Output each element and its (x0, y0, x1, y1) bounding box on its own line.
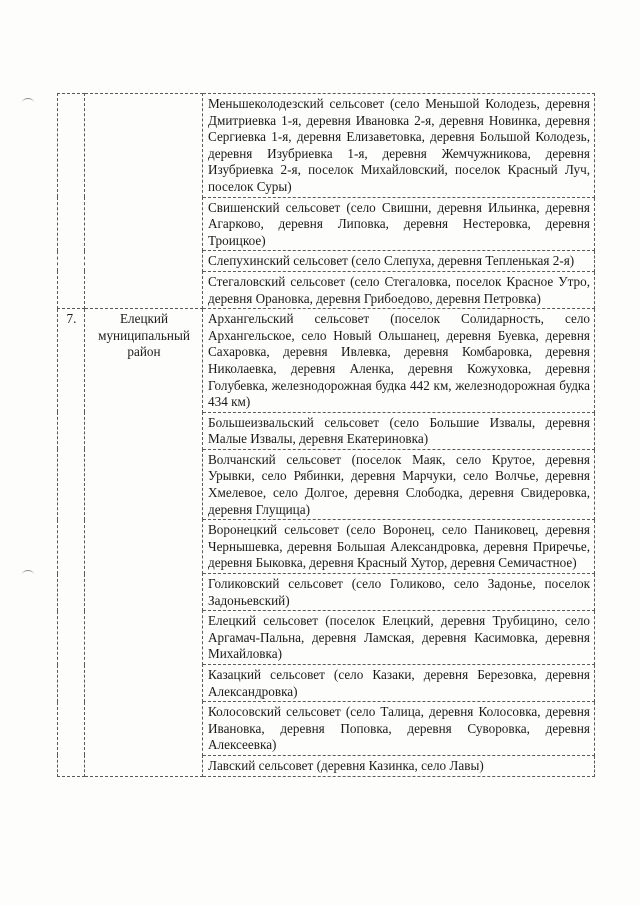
settlements-table (57, 93, 595, 777)
table-row (58, 309, 595, 413)
council-cell: Меньшеколодезский сельсовет (село Меньшой Колодезь, деревня Дмитриевка 1-я, деревня Ивановка 2-я, деревня Новинка, деревня Сергиевка 1-я, деревня Елизаветовка, деревня Большой Колодезь, деревня Изубриевка 1-я, деревня Жемчужникова, деревня Изубриевка 2-я, поселок Михайловский, поселок Красный Луч, поселок Суры) (203, 94, 595, 198)
margin-mark (22, 98, 34, 107)
council-cell: Голиковский сельсовет (село Голиково, село Задонье, поселок Задоньевский) (203, 574, 595, 611)
council-cell: Воронецкий сельсовет (село Воронец, село Паниковец, деревня Чернышевка, деревня Большая Александровка, деревня Приречье, деревня Быковка, деревня Красный Хутор, деревня Семичастное) (203, 520, 595, 574)
council-cell: Колосовский сельсовет (село Талица, деревня Колосовка, деревня Ивановка, деревня Поповка, деревня Суворовка, деревня Алексеевка) (203, 702, 595, 756)
margin-mark (22, 570, 34, 579)
council-cell: Большеизвальский сельсовет (село Большие Извалы, деревня Малые Извалы, деревня Екатериновка) (203, 412, 595, 449)
council-cell: Елецкий сельсовет (поселок Елецкий, деревня Трубицино, село Аргамач-Пальна, деревня Ламская, деревня Касимовка, деревня Михайловка) (203, 611, 595, 665)
row-number-cell: 7. (58, 309, 85, 776)
row-number-cell (58, 94, 85, 309)
council-cell: Свишенский сельсовет (село Свишни, деревня Ильинка, деревня Агарково, деревня Липовка, деревня Нестеровка, деревня Троицкое) (203, 197, 595, 251)
district-cell (85, 94, 203, 309)
council-cell: Стегаловский сельсовет (село Стегаловка, поселок Красное Утро, деревня Орановка, деревня Грибоедово, деревня Петровка) (203, 271, 595, 308)
council-cell: Волчанский сельсовет (поселок Маяк, село Крутое, деревня Урывки, село Рябинки, деревня Марчуки, село Волчье, деревня Хмелевое, село Долгое, деревня Слободка, деревня Свидеровка, деревня Глущица) (203, 449, 595, 519)
council-cell: Слепухинский сельсовет (село Слепуха, деревня Тепленькая 2-я) (203, 251, 595, 272)
district-cell: Елецкий муниципальный район (85, 309, 203, 776)
council-cell: Казацкий сельсовет (село Казаки, деревня Березовка, деревня Александровка) (203, 665, 595, 702)
council-cell: Лавский сельсовет (деревня Казинка, село Лавы) (203, 755, 595, 776)
council-cell: Архангельский сельсовет (поселок Солидарность, село Архангельское, село Новый Ольшанец, деревня Буевка, деревня Сахаровка, деревня Ивлевка, деревня Комбаровка, деревня Николаевка, деревня Аленка, деревня Кожуховка, деревня Голубевка, железнодорожная будка 442 км, железнодорожная будка 434 км) (203, 309, 595, 413)
table-row (58, 94, 595, 198)
